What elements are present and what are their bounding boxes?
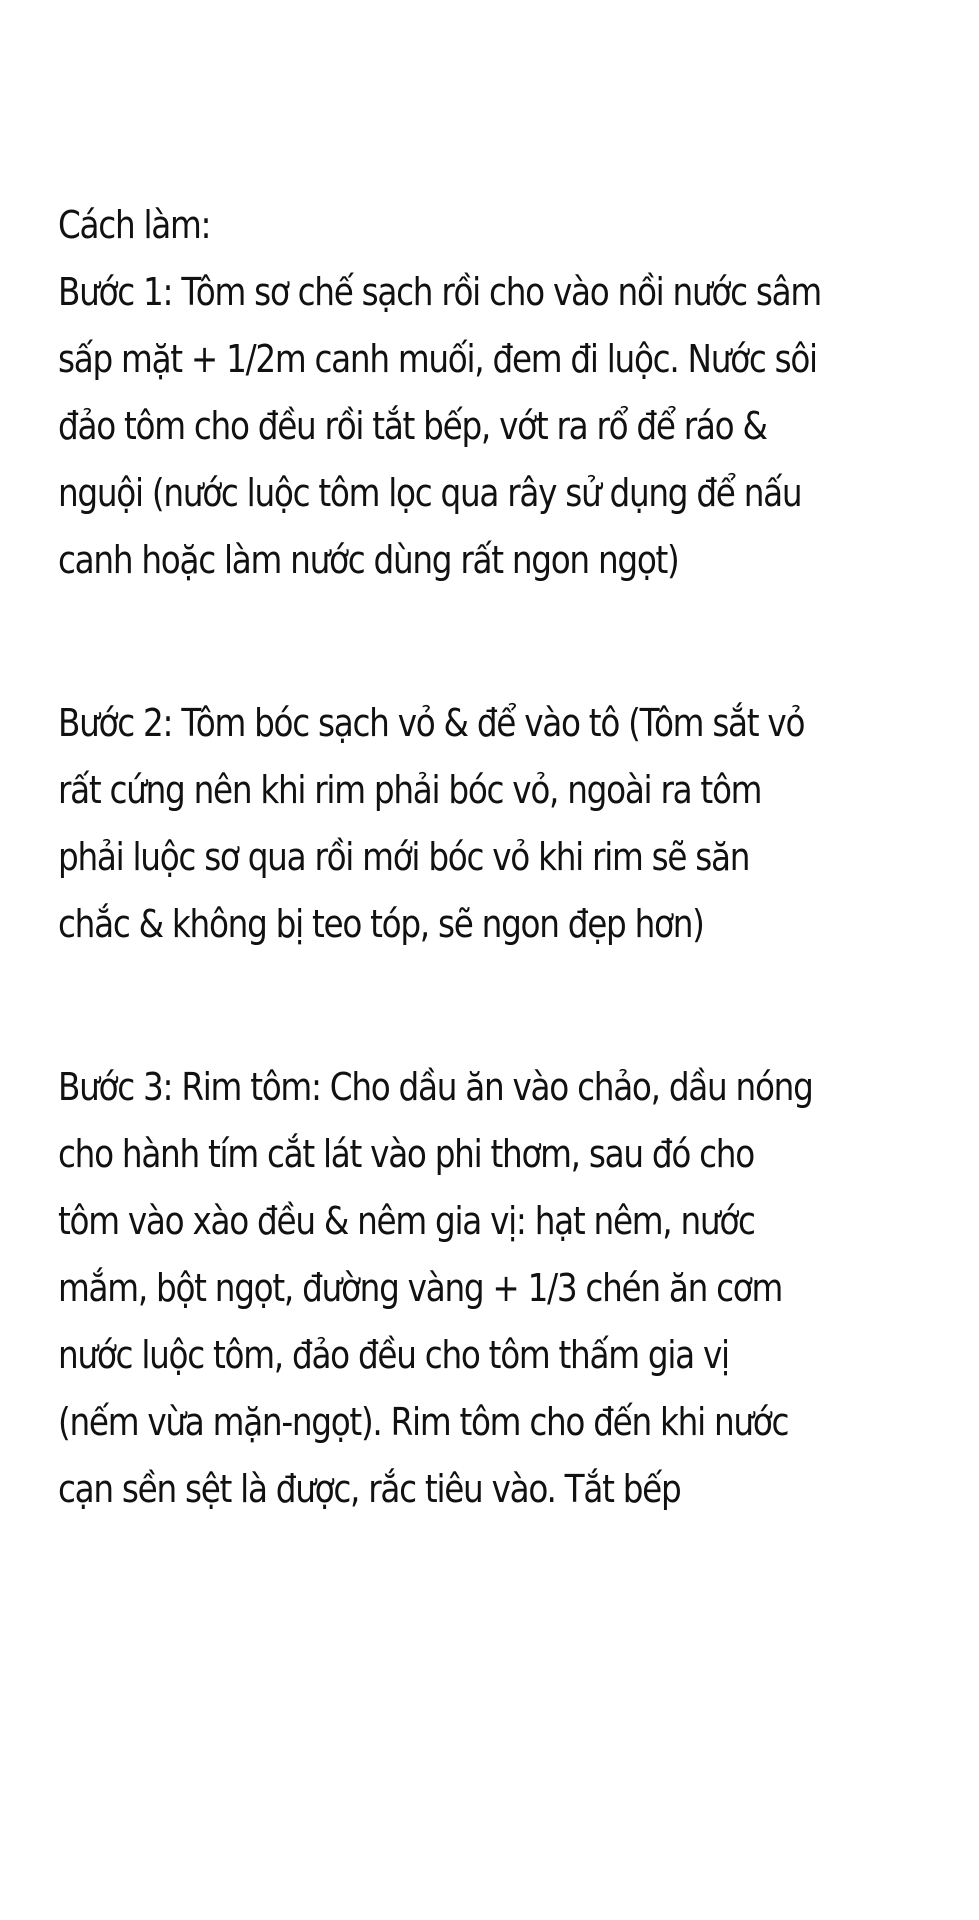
recipe-document <box>58 192 821 1523</box>
step-3-line: (nếm vừa mặn-ngọt). Rim tôm cho đến khi nước <box>58 1400 789 1444</box>
step-3-line: Bước 3: Rim tôm: Cho dầu ăn vào chảo, dầu nóng <box>58 1065 813 1109</box>
step-2 <box>58 690 815 958</box>
step-3 <box>58 1054 815 1523</box>
paragraph-gap <box>58 958 815 1054</box>
step-1-line: canh hoặc làm nước dùng rất ngon ngọt) <box>58 538 679 582</box>
step-1-line: đảo tôm cho đều rồi tắt bếp, vớt ra rổ để ráo & <box>58 404 767 448</box>
step-2-line: rất cứng nên khi rim phải bóc vỏ, ngoài ra tôm <box>58 768 762 812</box>
step-2-line: Bước 2: Tôm bóc sạch vỏ & để vào tô (Tôm sắt vỏ <box>58 701 805 745</box>
step-1-line: Bước 1: Tôm sơ chế sạch rồi cho vào nồi nước sâm <box>58 270 821 314</box>
step-2-line: chắc & không bị teo tóp, sẽ ngon đẹp hơn) <box>58 902 704 946</box>
step-2-line: phải luộc sơ qua rồi mới bóc vỏ khi rim sẽ săn <box>58 835 750 879</box>
step-3-line: cho hành tím cắt lát vào phi thơm, sau đó cho <box>58 1132 754 1176</box>
step-3-line: tôm vào xào đều & nêm gia vị: hạt nêm, nước <box>58 1199 755 1243</box>
step-3-line: nước luộc tôm, đảo đều cho tôm thấm gia vị <box>58 1333 729 1377</box>
paragraph-gap <box>58 594 815 690</box>
step-3-line: cạn sền sệt là được, rắc tiêu vào. Tắt bếp <box>58 1467 681 1511</box>
heading: Cách làm: <box>58 203 211 247</box>
step-1-line: nguội (nước luộc tôm lọc qua rây sử dụng để nấu <box>58 471 802 515</box>
step-1-line: sấp mặt + 1/2m canh muối, đem đi luộc. Nước sôi <box>58 337 817 381</box>
step-1 <box>58 259 821 594</box>
step-3-line: mắm, bột ngọt, đường vàng + 1/3 chén ăn cơm <box>58 1266 783 1310</box>
